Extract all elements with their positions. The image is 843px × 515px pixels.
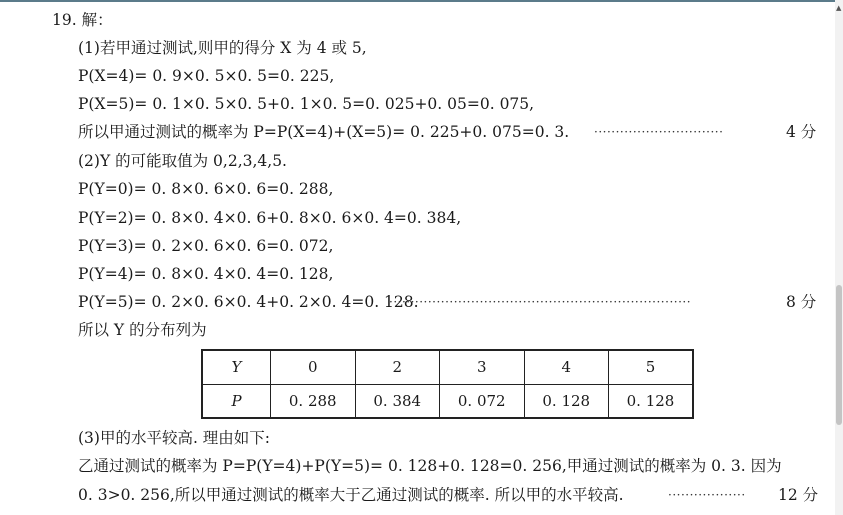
part3-line1: 乙通过测试的概率为 P=P(Y=4)+P(Y=5)= 0. 128+0. 128=0. 256,甲通过测试的概率为 0. 3. 因为 bbox=[78, 457, 782, 475]
table-cell-p: 0. 288 bbox=[271, 384, 356, 418]
equation-p-y5: P(Y=5)= 0. 2×0. 6×0. 4+0. 2×0. 4=0. 128. bbox=[78, 293, 419, 311]
part3-line2: 0. 3>0. 256,所以甲通过测试的概率大于乙通过测试的概率. 所以甲的水平较高. bbox=[78, 486, 624, 504]
score-marker-3: 12 分 bbox=[778, 486, 819, 504]
equation-p-y0: P(Y=0)= 0. 8×0. 6×0. 6=0. 288, bbox=[78, 180, 334, 198]
table-cell-y: 0 bbox=[271, 350, 356, 384]
part1-intro: (1)若甲通过测试,则甲的得分 X 为 4 或 5, bbox=[78, 39, 367, 57]
scroll-up-arrow-icon[interactable]: ▲ bbox=[836, 4, 842, 12]
table-cell-y: 3 bbox=[440, 350, 525, 384]
leader-dots-3: ·················· bbox=[668, 488, 746, 502]
distribution-intro: 所以 Y 的分布列为 bbox=[78, 321, 207, 339]
score-marker-1: 4 分 bbox=[786, 123, 817, 141]
equation-p-x5: P(X=5)= 0. 1×0. 5×0. 5+0. 1×0. 5=0. 025+0. 05=0. 075, bbox=[78, 95, 535, 113]
table-cell-y: 4 bbox=[524, 350, 609, 384]
score-marker-2: 8 分 bbox=[786, 293, 817, 311]
table-header-y: Y bbox=[202, 350, 271, 384]
table-cell-y: 5 bbox=[609, 350, 694, 384]
table-row-y bbox=[202, 350, 693, 384]
equation-p-y4: P(Y=4)= 0. 8×0. 4×0. 4=0. 128, bbox=[78, 265, 334, 283]
equation-p-x4: P(X=4)= 0. 9×0. 5×0. 5=0. 225, bbox=[78, 67, 335, 85]
table-cell-p: 0. 072 bbox=[440, 384, 525, 418]
table-header-p: P bbox=[202, 384, 271, 418]
part3-intro: (3)甲的水平较高. 理由如下: bbox=[78, 429, 271, 447]
pass-probability: 所以甲通过测试的概率为 P=P(X=4)+(X=5)= 0. 225+0. 075=0. 3. bbox=[78, 123, 570, 141]
vertical-scrollbar[interactable] bbox=[835, 0, 843, 515]
distribution-table bbox=[201, 349, 694, 419]
equation-p-y2: P(Y=2)= 0. 8×0. 4×0. 6+0. 8×0. 6×0. 4=0. 384, bbox=[78, 209, 462, 227]
leader-dots-2: ······································································ bbox=[389, 295, 692, 309]
leader-dots-1: ······························ bbox=[594, 125, 724, 139]
top-divider bbox=[0, 0, 843, 2]
table-cell-p: 0. 128 bbox=[609, 384, 694, 418]
part2-intro: (2)Y 的可能取值为 0,2,3,4,5. bbox=[78, 152, 287, 170]
table-cell-p: 0. 128 bbox=[524, 384, 609, 418]
scrollbar-thumb[interactable] bbox=[836, 285, 842, 425]
equation-p-y3: P(Y=3)= 0. 2×0. 6×0. 6=0. 072, bbox=[78, 237, 334, 255]
table-cell-p: 0. 384 bbox=[355, 384, 440, 418]
problem-number: 19. 解： bbox=[52, 11, 113, 29]
table-row-p bbox=[202, 384, 693, 418]
table-cell-y: 2 bbox=[355, 350, 440, 384]
